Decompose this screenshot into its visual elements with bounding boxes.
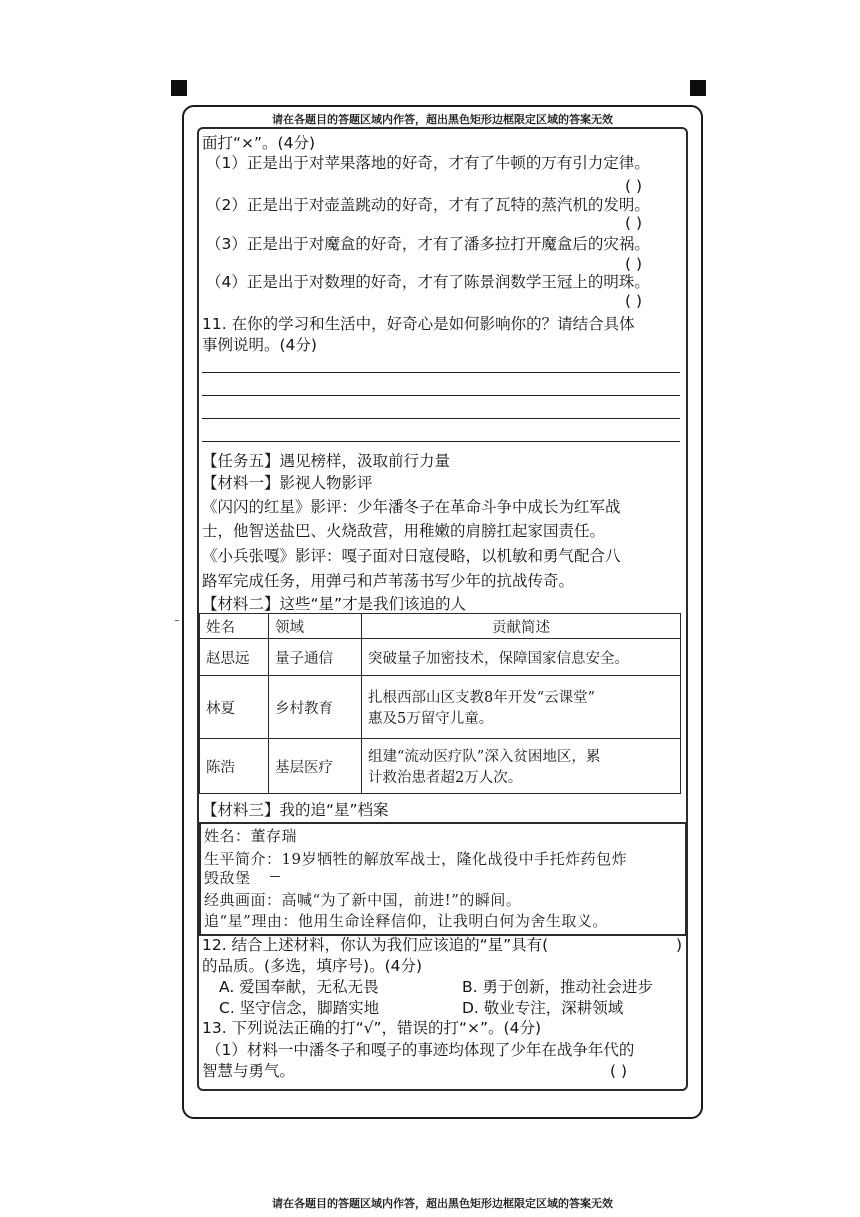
answer-line-4[interactable]	[202, 441, 680, 442]
q13-stem: 13. 下列说法正确的打“√”，错误的打“×”。(4分)	[202, 1019, 542, 1037]
option-c: C. 坚守信念，脚踏实地	[219, 999, 380, 1017]
answer-line-1[interactable]	[202, 372, 680, 373]
profile-name: 姓名：董存瑞	[204, 827, 298, 845]
answer-line-3[interactable]	[202, 418, 680, 419]
answer-area-notice-bottom: 请在各题目的答题区域内作答，超出黑色矩形边框限定区域的答案无效	[272, 1197, 613, 1210]
alignment-marker-left	[171, 80, 187, 96]
q13-item1-line1: （1）材料一中潘冬子和嘎子的事迹均体现了少年在战争年代的	[206, 1041, 635, 1059]
cell-contribution: 突破量子加密技术，保障国家信息安全。	[362, 639, 681, 676]
q12-answer-blank-end[interactable]: )	[676, 936, 683, 954]
table-row	[200, 639, 681, 676]
review1-line2: 士，他智送盐巴、火烧敌营，用稚嫩的肩膀扛起家国责任。	[202, 522, 606, 540]
q10-item-3-blank[interactable]: ( )	[625, 255, 643, 273]
q12-stem-line1: 12. 结合上述材料，你认为我们应该追的“星”具有(	[202, 936, 549, 954]
alignment-marker-right	[690, 80, 706, 96]
material3-heading: 【材料三】我的追“星”档案	[202, 801, 389, 819]
margin-tick	[175, 620, 179, 621]
option-d: D. 敬业专注，深耕领域	[462, 999, 624, 1017]
cell-name: 陈浩	[200, 739, 269, 794]
column-header-contribution: 贡献简述	[362, 614, 681, 639]
review1-line1: 《闪闪的红星》影评：少年潘冬子在革命斗争中成长为红军战	[202, 498, 621, 516]
q11-stem-line1: 11. 在你的学习和生活中，好奇心是如何影响你的？请结合具体	[202, 315, 635, 333]
table-row	[200, 676, 681, 739]
q10-item-1: （1）正是出于对苹果落地的好奇，才有了牛顿的万有引力定律。	[206, 154, 650, 172]
cell-contribution-line2: 惠及5万留守儿童。	[368, 711, 494, 727]
q12-stem-line2: 的品质。(多选，填序号)。(4分)	[202, 957, 423, 975]
q11-stem-line2: 事例说明。(4分)	[202, 336, 317, 354]
cell-field: 量子通信	[269, 639, 362, 676]
q10-item-3: （3）正是出于对魔盒的好奇，才有了潘多拉打开魔盒后的灾祸。	[206, 235, 650, 253]
answer-line-2[interactable]	[202, 395, 680, 396]
q10-item-4: （4）正是出于对数理的好奇，才有了陈景润数学王冠上的明珠。	[206, 273, 650, 291]
option-b: B. 勇于创新，推动社会进步	[462, 978, 653, 996]
review2-line2: 路军完成任务，用弹弓和芦苇荡书写少年的抗战传奇。	[202, 572, 575, 590]
table-row	[200, 739, 681, 794]
q13-item1-line2: 智慧与勇气。	[202, 1062, 296, 1080]
profile-bio-line2: 毁敌堡	[204, 869, 251, 887]
pen-stroke	[270, 876, 280, 877]
column-header-name: 姓名	[200, 614, 269, 639]
profile-scene: 经典画面：高喊“为了新中国，前进!”的瞬间。	[204, 891, 522, 909]
option-a: A. 爱国奉献，无私无畏	[219, 978, 379, 996]
review2-line1: 《小兵张嘎》影评：嘎子面对日寇侵略，以机敏和勇气配合八	[202, 547, 621, 565]
cell-name: 赵思远	[200, 639, 269, 676]
q13-item1-blank[interactable]: ( )	[610, 1062, 628, 1080]
cell-field: 乡村教育	[269, 676, 362, 739]
q10-item-1-blank[interactable]: ( )	[625, 177, 643, 195]
q10-continuation: 面打“×”。(4分)	[202, 134, 316, 152]
cell-contribution-line1: 组建“流动医疗队”深入贫困地区，累	[368, 749, 601, 765]
profile-bio-line1: 生平简介：19岁牺牲的解放军战士，隆化战役中手托炸药包炸	[204, 850, 628, 868]
cell-contribution	[362, 676, 681, 739]
column-header-field: 领域	[269, 614, 362, 639]
cell-contribution	[362, 739, 681, 794]
profile-reason: 追“星”理由：他用生命诠释信仰，让我明白何为舍生取义。	[204, 912, 608, 930]
cell-field: 基层医疗	[269, 739, 362, 794]
task5-title: 【任务五】遇见榜样，汲取前行力量	[202, 452, 451, 470]
cell-name: 林夏	[200, 676, 269, 739]
role-model-table	[199, 613, 681, 794]
material1-heading: 【材料一】影视人物影评	[202, 474, 373, 492]
table-header-row	[200, 614, 681, 639]
q10-item-4-blank[interactable]: ( )	[625, 292, 643, 310]
answer-area-notice-top: 请在各题目的答题区域内作答，超出黑色矩形边框限定区域的答案无效	[272, 113, 613, 126]
material2-heading: 【材料二】这些“星”才是我们该追的人	[202, 595, 467, 613]
cell-contribution-line2: 计救治患者超2万人次。	[368, 770, 523, 786]
q10-item-2-blank[interactable]: ( )	[625, 214, 643, 232]
cell-contribution-line1: 扎根西部山区支教8年开发“云课堂”	[368, 690, 596, 706]
q10-item-2: （2）正是出于对壶盖跳动的好奇，才有了瓦特的蒸汽机的发明。	[206, 196, 650, 214]
